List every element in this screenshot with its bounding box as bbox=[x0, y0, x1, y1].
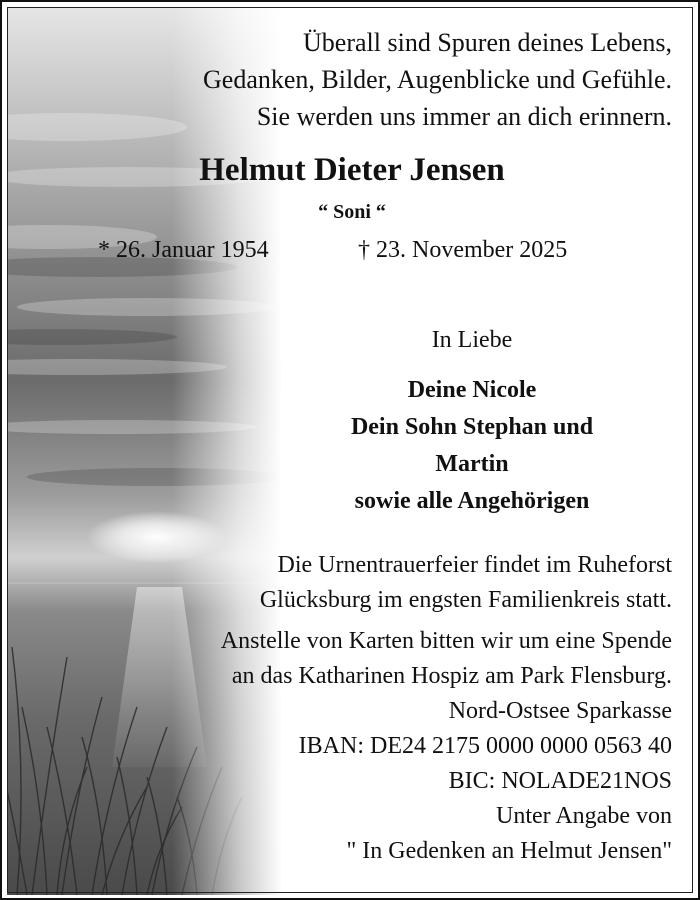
donation-line: an das Katharinen Hospiz am Park Flensburg. bbox=[231, 663, 672, 689]
bank-name: Nord-Ostsee Sparkasse bbox=[448, 698, 672, 724]
funeral-and-donation-info bbox=[62, 548, 672, 869]
donation-reference-label: Unter Angabe von bbox=[496, 803, 672, 829]
deceased-nickname: “ Soni “ bbox=[318, 201, 386, 223]
iban: IBAN: DE24 2175 0000 0000 0563 40 bbox=[298, 733, 672, 759]
verse-line: Sie werden uns immer an dich erinnern. bbox=[256, 102, 672, 131]
deceased-name: Helmut Dieter Jensen bbox=[199, 152, 505, 188]
mourner-line: Martin bbox=[435, 451, 509, 477]
mourner-line: Deine Nicole bbox=[407, 377, 537, 403]
funeral-line: Glücksburg im engsten Familienkreis statt. bbox=[259, 587, 672, 613]
memorial-verse bbox=[62, 24, 672, 135]
mourners-list bbox=[272, 372, 672, 520]
death-date: † 23. November 2025 bbox=[358, 237, 568, 263]
mourner-line: Dein Sohn Stephan und bbox=[350, 414, 594, 440]
bic: BIC: NOLADE21NOS bbox=[448, 768, 672, 794]
birth-date: * 26. Januar 1954 bbox=[98, 237, 269, 263]
funeral-line: Die Urnentrauerfeier findet im Ruheforst bbox=[277, 552, 672, 578]
donation-line: Anstelle von Karten bitten wir um eine Spende bbox=[220, 628, 672, 654]
in-love-heading: In Liebe bbox=[431, 327, 513, 353]
mourner-line: sowie alle Angehörigen bbox=[354, 488, 590, 514]
donation-reference: " In Gedenken an Helmut Jensen" bbox=[346, 838, 672, 864]
verse-line: Gedanken, Bilder, Augenblicke und Gefühle. bbox=[203, 65, 672, 94]
verse-line: Überall sind Spuren deines Lebens, bbox=[303, 28, 672, 57]
